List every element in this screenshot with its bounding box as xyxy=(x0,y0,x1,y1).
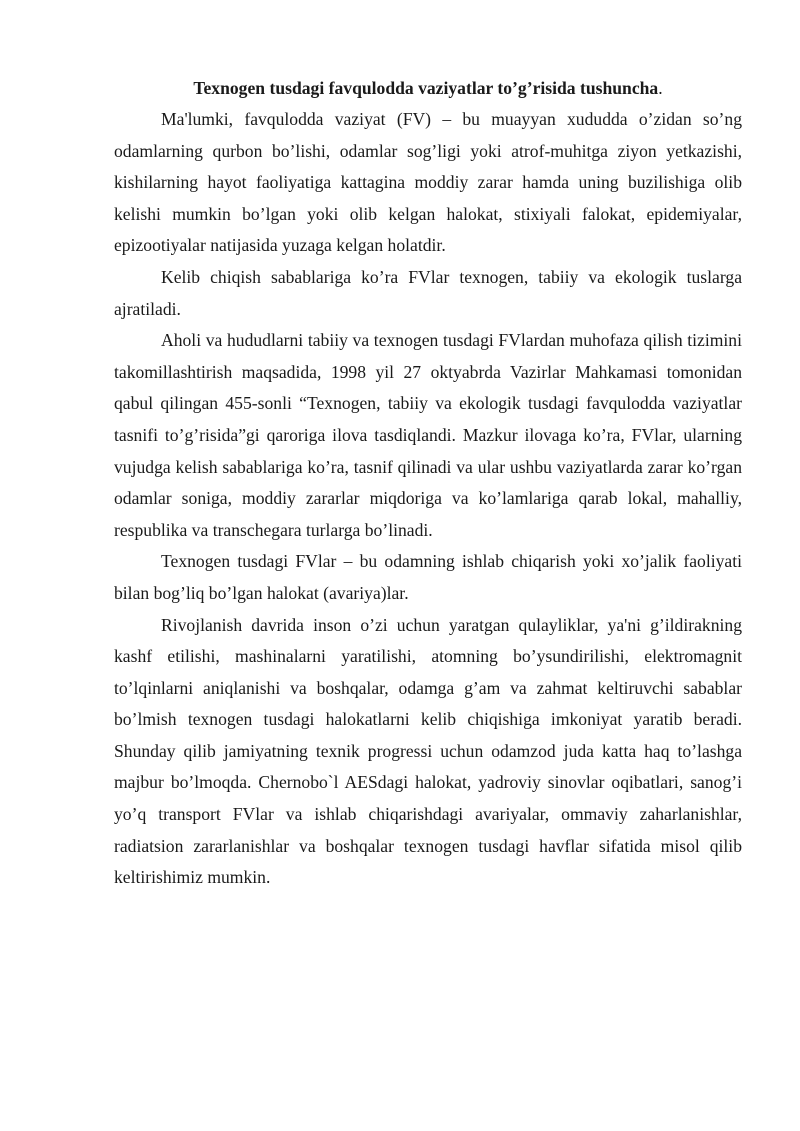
paragraph-technogenic-definition: Texnogen tusdagi FVlar – bu odamning ishlab chiqarish yoki xo’jalik faoliyati bilan bog’liq bo’lgan halokat (avariya)lar. xyxy=(114,551,742,603)
document-title-period: . xyxy=(658,78,663,98)
document-title-text: Texnogen tusdagi favqulodda vaziyatlar to’g’risida tushuncha xyxy=(193,78,659,98)
paragraph-definition: Ma'lumki, favqulodda vaziyat (FV) – bu muayyan xududda o’zidan so’ng odamlarning qurbon bo’lishi, odamlar sog’ligi yoki atrof-muhitga ziyon yetkazishi, kishilarning hayot faoliyatiga kattagina moddiy zarar hamda uning buzilishiga olib kelishi mumkin bo’lgan yoki olib kelgan halokat, stixiyali falokat, epidemiyalar, epizootiyalar natijasida yuzaga kelgan holatdir. xyxy=(114,109,742,256)
document-title xyxy=(114,72,742,104)
paragraph-progress: Rivojlanish davrida inson o’zi uchun yaratgan qulayliklar, ya'ni g’ildirakning kashf etilishi, mashinalarni yaratilishi, atomning bo’ysundirilishi, elektromagnit to’lqinlarni aniqlanishi va boshqalar, odamga g’am va zahmat keltiruvchi sabablar bo’lmish texnogen tusdagi halokatlarni kelib chiqishiga imkoniyat yaratib beradi. Shunday qilib jamiyatning texnik progressi uchun odamzod juda katta haq to’lashga majbur bo’lmoqda. Chernobo`l AESdagi halokat, yadroviy sinovlar oqibatlari, sanog’i yo’q transport FVlar va ishlab chiqarishdagi avariyalar, ommaviy zaharlanishlar, radiatsion zararlanishlar va boshqalar texnogen tusdagi havflar sifatida misol qilib keltirishimiz mumkin. xyxy=(114,614,742,888)
paragraph-classification: Kelib chiqish sabablariga ko’ra FVlar texnogen, tabiiy va ekologik tuslarga ajratiladi. xyxy=(114,266,742,319)
document-body xyxy=(114,72,742,894)
paragraph-resolution: Aholi va hududlarni tabiiy va texnogen tusdagi FVlardan muhofaza qilish tizimini takomillashtirish maqsadida, 1998 yil 27 oktyabrda Vazirlar Mahkamasi tomonidan qabul qilingan 455-sonli “Texnogen, tabiiy va ekologik tusdagi favqulodda vaziyatlar tasnifi to’g’risida”gi qaroriga ilova tasdiqlandi. Mazkur ilovaga ko’ra, FVlar, ularning vujudga kelish sabablariga ko’ra, tasnif qilinadi va ular ushbu vaziyatlarda zarar ko’rgan odamlar soniga, moddiy zararlar miqdoriga va ko’lamlariga qarab lokal, mahalliy, respublika va transchegara turlarga bo’linadi. xyxy=(114,330,742,540)
